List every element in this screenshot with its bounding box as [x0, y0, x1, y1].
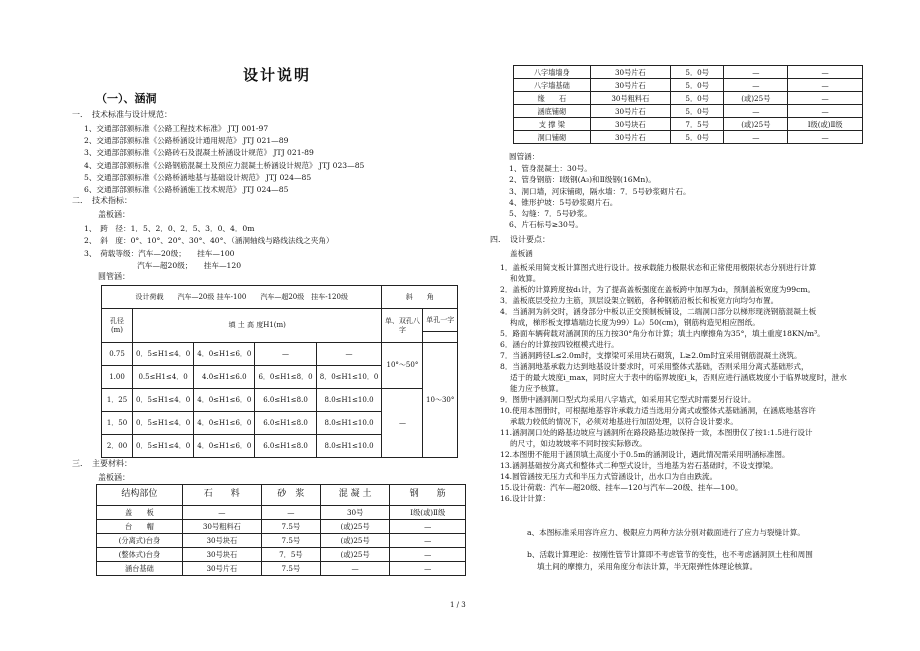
- calc-note-a: a、本图标准采用容许应力、极限应力两种方法分别对截面进行了应力与裂缝计算。: [527, 528, 805, 537]
- table-row: 1.00 0.5≤H1≤4．0 4.0≤H1≤6.0 6．0≤H1≤8．0 8．0≤H1≤10．0: [102, 366, 458, 389]
- standard-item: 5、交通部部颁标准《公路桥涵地基与基础设计规范》 JTJ 024—85: [84, 172, 312, 182]
- design-point: 10.使用本图册时，可根据地基容许承载力适当选用分离式或整体式基础涵洞，在涵底地基容许: [500, 406, 816, 415]
- fill-height-header: 填 土 高 度H1(m): [133, 309, 382, 343]
- pipe-material-item: 1、管身混凝土：30号。: [509, 164, 592, 173]
- pipe-materials-label: 圆管涵：: [509, 152, 540, 161]
- materials-heading: 三． 主要材料：: [72, 459, 132, 468]
- design-point: 能力应予核算。: [500, 384, 564, 393]
- slope-range-c: 10～30°: [423, 343, 458, 458]
- table-row: 洞口铺砌 30号片石 5．0号 — —: [514, 131, 863, 144]
- design-point: 承载力较低的情况下，必须对地基进行加固处理，以符合设计要求。: [500, 417, 738, 426]
- table-row: 八字墙墙身 30号片石 5．0号 — —: [514, 66, 863, 79]
- pipe-culvert-table: [101, 285, 458, 458]
- page-number: 1 / 3: [450, 601, 466, 609]
- standard-item: 2、交通部部颁标准《公路桥涵设计通用规范》 JTJ 021—89: [84, 136, 289, 146]
- index-item: 2、 斜 度：0°、10°、20°、30°、40°、（涵洞轴线与路线法线之夹角）: [84, 236, 334, 246]
- design-point: 和效算。: [500, 274, 541, 283]
- design-point: 6．涵台的计算按四铰框模式进行。: [500, 340, 619, 349]
- design-load-cell: 设计荷载 汽车—20级 挂车-100 汽车—超20级 挂车-120级: [102, 286, 382, 309]
- materials-table: [96, 484, 466, 576]
- design-point: 1．盖板采用简支板计算图式进行设计。按承载能力极限状态和正常使用极限状态分别进行计算: [500, 263, 817, 272]
- design-point: 12.本图册不能用于涵顶填土高度小于0.5m的涵洞设计，遇此情况需采用明涵标准图。: [500, 450, 790, 459]
- table-row: 2．00 0．5≤H1≤4．0 4．0≤H1≤6．0 6.0≤H1≤8.0 8.0≤H1≤10.0: [102, 435, 458, 458]
- design-point: 5．路面车辆荷载对涵洞顶的压力按30°角分布计算；填土内摩擦角为35°，填土重度18KN/m³。: [500, 329, 825, 338]
- table-row: 支 撑 梁 30号块石 7．5号 (或)25号 Ⅰ级(或)Ⅱ级: [514, 118, 863, 131]
- standards-heading: 一． 技术标准与设计规范：: [72, 110, 172, 119]
- design-points-list: [500, 262, 847, 504]
- table-row: 盖 板 — — 30号 Ⅰ级(或)Ⅱ级: [97, 506, 466, 520]
- table-row: 0.75 0．5≤H1≤4．0 4．0≤H1≤6．0 — — 10°～50° 10～30°: [102, 343, 458, 366]
- calc-note-b-line2: 填土间的摩擦力，采用角度分布法计算，半无限弹性体理论核算。: [537, 562, 758, 571]
- table-row: (分离式)台身 30号块石 7.5号 (或)25号 —: [97, 534, 466, 548]
- pipe-culvert-label: 圆管涵：: [98, 272, 130, 281]
- index-item: 3、 荷载等级：汽车—20级； 挂车—100: [84, 248, 235, 258]
- pipe-material-item: 4、锥形护坡：5号砂浆砌片石。: [509, 197, 618, 207]
- design-point: 4．当涵洞为斜交时，涵身部分中板以正交预制板铺设，二端洞口部分以梯形现浇钢筋混凝土板: [500, 307, 817, 316]
- index-item: 汽车—超20级； 挂车—120: [84, 260, 242, 270]
- design-point: 3．盖板底层受拉力主筋，顶层设架立钢筋，各种钢筋沿板长和板宽方向均匀布置。: [500, 296, 779, 305]
- design-point: 的尺寸，如边坡坡率不同时按实际修改。: [500, 439, 647, 448]
- standard-item: 6、交通部部颁标准《公路桥涵施工技术规范》 JTJ 024—85: [84, 185, 289, 195]
- slope-range-b: —: [382, 389, 423, 458]
- diameter-header: 孔径 (m): [102, 309, 133, 343]
- design-point: 15.设计荷载：汽车—超20级、挂车—120与汽车—20级、挂车—100。: [500, 483, 743, 492]
- slab-culvert-label-2: 盖板涵：: [98, 473, 130, 482]
- table-row: 台 帽 30号粗料石 7.5号 (或)25号 —: [97, 520, 466, 534]
- table-row: 1．50 0．5≤H1≤4．0 4．0≤H1≤6．0 6.0≤H1≤8.0 8.0≤H1≤10.0: [102, 412, 458, 435]
- table-row: 缘 石 30号粗料石 5．0号 (或)25号 —: [514, 92, 863, 105]
- design-point: 14.圆管涵按无压力式和半压力式管涵设计，出水口为自由跌流。: [500, 472, 718, 481]
- indices-heading: 二． 技术指标：: [72, 196, 132, 205]
- table-row: 涵台基础 30号片石 7.5号 — —: [97, 562, 466, 576]
- slope-header: 斜 角: [382, 286, 458, 309]
- design-point: 11.涵洞洞口处的路基边坡应与涵洞所在路段路基边坡保持一致，本图册仅了按1:1.5进行设计: [500, 428, 813, 437]
- design-point: 9．图册中涵洞洞口型式均采用八字墙式，如采用其它型式时需要另行设计。: [500, 395, 756, 404]
- page-title: 设计说明: [243, 66, 312, 84]
- design-point: 构成，梯形板支撑墙端边长度为99）L₀）50(cm)，钢筋构造见相应图纸。: [500, 318, 760, 327]
- pipe-material-item: 3、洞口墙，河床铺砌，隔水墙：7．5号砂浆砌片石。: [509, 186, 691, 196]
- standards-list: [84, 123, 364, 196]
- table-row: 八字墙基础 30号片石 5．0号 — —: [514, 79, 863, 92]
- slab-culvert-label: 盖板涵：: [98, 210, 130, 219]
- index-item: 1、 跨 径：1．5、2．0、2．5、3．0、4．0m: [84, 224, 255, 233]
- indices-list: [84, 223, 334, 272]
- standard-item: 4、交通部部颁标准《公路钢筋混凝土及预应力混凝土桥涵设计规范》 JTJ 023—85: [84, 160, 365, 170]
- slope-col-single: 单孔一字: [423, 309, 458, 332]
- materials-table-continued: [513, 65, 863, 144]
- mat-header: 钢 筋: [390, 485, 466, 506]
- slope-range-a: 10°～50°: [382, 343, 423, 389]
- standard-item: 3、交通部部颁标准《公路砖石及混凝土桥涵设计规范》 JTJ 021-89: [84, 148, 314, 158]
- mat-header: 结构部位: [97, 485, 183, 506]
- standard-item: 1、交通部部颁标准《公路工程技术标准》 JTJ 001-97: [84, 124, 269, 133]
- design-point: 8．当涵洞地基承载力达到地基设计要求时，可采用整体式基础，否则采用分离式基础形式，: [500, 362, 809, 371]
- design-points-heading: 四． 设计要点：: [490, 235, 550, 244]
- table-row: 涵底铺砌 30号片石 5．0号 — —: [514, 105, 863, 118]
- design-point: 16.设计计算：: [500, 494, 551, 503]
- mat-header: 混 凝 土: [320, 485, 390, 506]
- design-point: 13.涵洞基础按分离式和整体式二种型式设计，当地基为岩石基础时，不设支撑梁。: [500, 461, 778, 470]
- design-point: 7．当涵洞跨径L≤2.0m时，支撑梁可采用块石砌筑，L≥2.0m时宜采用钢筋混凝土浇筑。: [500, 351, 802, 360]
- table-row: 1．25 0．5≤H1≤4．0 4．0≤H1≤6．0 6.0≤H1≤8.0 8.0≤H1≤10.0 —: [102, 389, 458, 412]
- mat-header: 砂 浆: [261, 485, 320, 506]
- calc-note-b-line1: b、活载计算理论：按刚性管节计算即不考虑管节的变性，也不考虑涵洞顶土柱和周围: [527, 550, 813, 559]
- section-culvert-heading: （一）、涵洞: [96, 92, 157, 105]
- design-point: 适于的最大坡度i_max，同时应大于表中的临界坡度i_k，否则应进行涵底坡度小于临界坡度时，泄水: [500, 373, 847, 382]
- pipe-material-item: 2、管身钢筋：Ⅰ级钢(A₃)和Ⅱ级钢(16Mn)。: [509, 175, 656, 185]
- slab-culvert-label-3: 盖板涵: [510, 249, 533, 258]
- mat-header: 石 料: [182, 485, 261, 506]
- pipe-material-item: 5、勾缝：7．5号砂浆。: [509, 209, 592, 219]
- slope-col-double: 单、双孔八字: [382, 309, 423, 343]
- pipe-material-item: 6、片石标号≥30号。: [509, 220, 584, 230]
- design-point: 2．盖板的计算跨度按d₁计，为了提高盖板强度在盖板跨中加厚为d₂，预制盖板宽度为99cm。: [500, 285, 816, 294]
- table-row: (整体式)台身 30号块石 7．5号 (或)25号 —: [97, 548, 466, 562]
- pipe-materials-list: [509, 163, 691, 231]
